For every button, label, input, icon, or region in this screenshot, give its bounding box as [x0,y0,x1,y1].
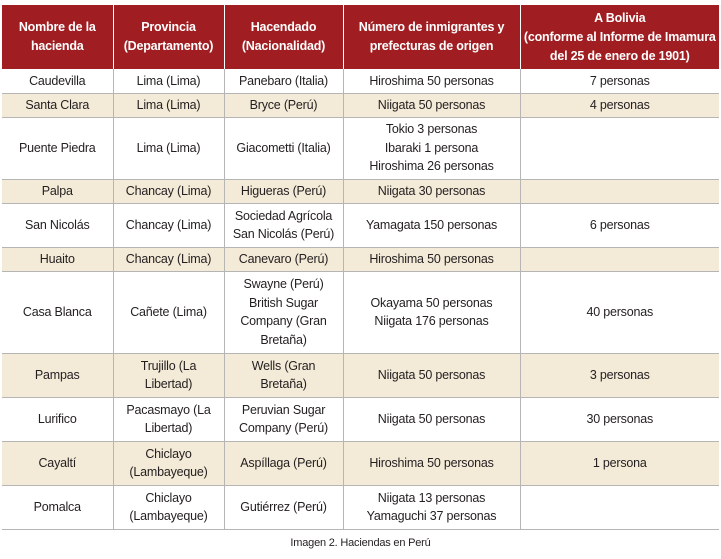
cell-line: 4 personas [589,97,650,112]
cell-line: San Nicolás (Perú) [232,227,335,241]
cell-line: Chiclayo [145,490,192,505]
cell-line: 1 persona [592,455,647,470]
cell-bolivia [520,353,719,397]
cell-line: Ibaraki 1 persona [384,140,479,155]
header-line: Hacendado [250,20,317,34]
cell-line: Tokio 3 personas [385,122,478,137]
header-row [2,5,719,69]
cell-line: Libertad) [144,377,193,391]
cell-hacendado [224,485,343,529]
cell-hacendado [224,441,343,485]
cell-bolivia [520,179,719,203]
cell-line: Yamaguchi 37 personas [366,509,497,523]
cell-bolivia [520,117,719,179]
cell-provincia [113,93,224,117]
cell-nombre [2,247,113,271]
cell-line: Swayne (Perú) [243,277,324,291]
cell-provincia [113,203,224,247]
cell-inmigrantes [343,203,520,247]
cell-hacendado [224,117,343,179]
cell-line: (Lambayeque) [129,465,208,479]
header-provincia [113,5,224,69]
cell-provincia [113,353,224,397]
header-hacendado [224,5,343,69]
table-row [2,203,719,247]
header-line: del 25 de enero de 1901) [549,48,690,63]
header-line: (Departamento) [123,39,214,53]
cell-line: Hiroshima 50 personas [369,455,494,470]
cell-line: 6 personas [589,217,650,232]
table-row [2,117,719,179]
cell-line: Peruvian Sugar [241,402,326,417]
cell-line: Trujillo (La [140,358,197,373]
cell-line: Lima (Lima) [136,97,201,112]
table-row [2,69,719,93]
cell-nombre [2,441,113,485]
cell-hacendado [224,93,343,117]
cell-hacendado [224,271,343,353]
cell-line: Company (Perú) [239,421,328,435]
header-line: prefecturas de origen [369,39,494,53]
cell-line: Niigata 176 personas [374,314,489,328]
cell-nombre [2,203,113,247]
cell-inmigrantes [343,179,520,203]
cell-line: Puente Piedra [18,140,96,155]
cell-line: Hiroshima 50 personas [369,251,494,266]
header-line: hacienda [30,39,84,53]
cell-line: 40 personas [586,304,654,319]
header-nombre-hacienda [2,5,113,69]
cell-provincia [113,441,224,485]
cell-line: Hiroshima 26 personas [369,159,494,174]
cell-hacendado [224,353,343,397]
cell-line: Yamagata 150 personas [365,217,498,232]
cell-provincia [113,485,224,529]
header-line: Provincia [141,20,196,34]
table-row [2,179,719,203]
cell-provincia [113,117,224,179]
cell-line: Company (Gran [240,314,327,328]
cell-nombre [2,485,113,529]
cell-bolivia [520,93,719,117]
cell-line: Okayama 50 personas [370,295,493,310]
cell-line: 30 personas [586,411,654,426]
cell-line: Niigata 13 personas [377,490,486,505]
cell-hacendado [224,247,343,271]
cell-line: Sociedad Agrícola [234,208,333,223]
cell-line: Bretaña) [260,377,307,391]
cell-line: Panebaro (Italia) [238,73,328,88]
cell-inmigrantes [343,353,520,397]
cell-line: Cañete (Lima) [130,304,207,319]
table-body [2,69,719,529]
table-row [2,353,719,397]
cell-inmigrantes [343,397,520,441]
cell-bolivia [520,247,719,271]
cell-inmigrantes [343,271,520,353]
cell-line: Libertad) [144,421,193,435]
cell-nombre [2,397,113,441]
cell-nombre [2,117,113,179]
cell-bolivia [520,441,719,485]
cell-bolivia [520,271,719,353]
cell-line: Chancay (Lima) [125,217,212,232]
cell-line: Casa Blanca [22,304,92,319]
cell-line: Canevaro (Perú) [238,251,329,266]
cell-line: Cayaltí [38,455,76,470]
cell-provincia [113,247,224,271]
cell-line: Giacometti (Italia) [236,140,331,155]
figure-caption: Imagen 2. Haciendas en Perú [290,537,431,549]
cell-line: Chancay (Lima) [125,183,212,198]
cell-line: Bretaña) [260,332,307,347]
cell-line: Lima (Lima) [136,140,201,155]
cell-line: Pacasmayo (La [126,402,211,417]
cell-line: Lima (Lima) [136,73,201,88]
cell-line: Pampas [34,367,80,382]
table-row [2,485,719,529]
cell-nombre [2,353,113,397]
table-row [2,441,719,485]
cell-hacendado [224,69,343,93]
cell-line: Niigata 50 personas [377,367,486,382]
cell-inmigrantes [343,485,520,529]
haciendas-table [2,5,719,530]
cell-line: Caudevilla [29,73,86,88]
cell-nombre [2,93,113,117]
cell-line: Niigata 50 personas [377,411,486,426]
cell-line: 7 personas [589,73,650,88]
header-a-bolivia [520,5,719,69]
cell-line: Chancay (Lima) [125,251,212,266]
cell-hacendado [224,179,343,203]
cell-bolivia [520,397,719,441]
cell-bolivia [520,203,719,247]
cell-line: Higueras (Perú) [240,183,327,198]
table-row [2,93,719,117]
cell-inmigrantes [343,117,520,179]
cell-inmigrantes [343,93,520,117]
table-row [2,397,719,441]
cell-inmigrantes [343,247,520,271]
header-inmigrantes [343,5,520,69]
cell-line: Gutiérrez (Perú) [240,499,327,514]
table-row [2,271,719,353]
cell-hacendado [224,203,343,247]
cell-line: Wells (Gran [251,358,316,373]
cell-inmigrantes [343,441,520,485]
cell-line: Hiroshima 50 personas [369,73,494,88]
cell-line: Huaito [39,251,75,266]
cell-inmigrantes [343,69,520,93]
cell-line: Aspíllaga (Perú) [240,455,327,470]
cell-bolivia [520,69,719,93]
cell-line: Bryce (Perú) [249,97,318,112]
table-row [2,247,719,271]
header-line: (Nacionalidad) [241,39,326,53]
cell-line: Niigata 30 personas [377,183,486,198]
cell-line: (Lambayeque) [129,509,208,523]
cell-provincia [113,69,224,93]
cell-line: Palpa [41,183,73,198]
cell-nombre [2,271,113,353]
cell-provincia [113,179,224,203]
cell-line: Lurifico [37,411,77,426]
cell-nombre [2,179,113,203]
cell-line: San Nicolás [25,217,90,232]
cell-provincia [113,271,224,353]
cell-line: Santa Clara [25,97,90,112]
cell-hacendado [224,397,343,441]
cell-provincia [113,397,224,441]
cell-line: Pomalca [33,499,81,514]
cell-line: Chiclayo [145,446,192,461]
cell-line: Niigata 50 personas [377,97,486,112]
header-line: Nombre de la [18,20,96,34]
cell-line: British Sugar [249,295,318,310]
header-line: A Bolivia [594,10,646,25]
cell-nombre [2,69,113,93]
header-line: (conforme al Informe de Imamura [523,29,716,44]
cell-line: 3 personas [589,367,650,382]
cell-bolivia [520,485,719,529]
header-line: Número de inmigrantes y [358,20,505,34]
